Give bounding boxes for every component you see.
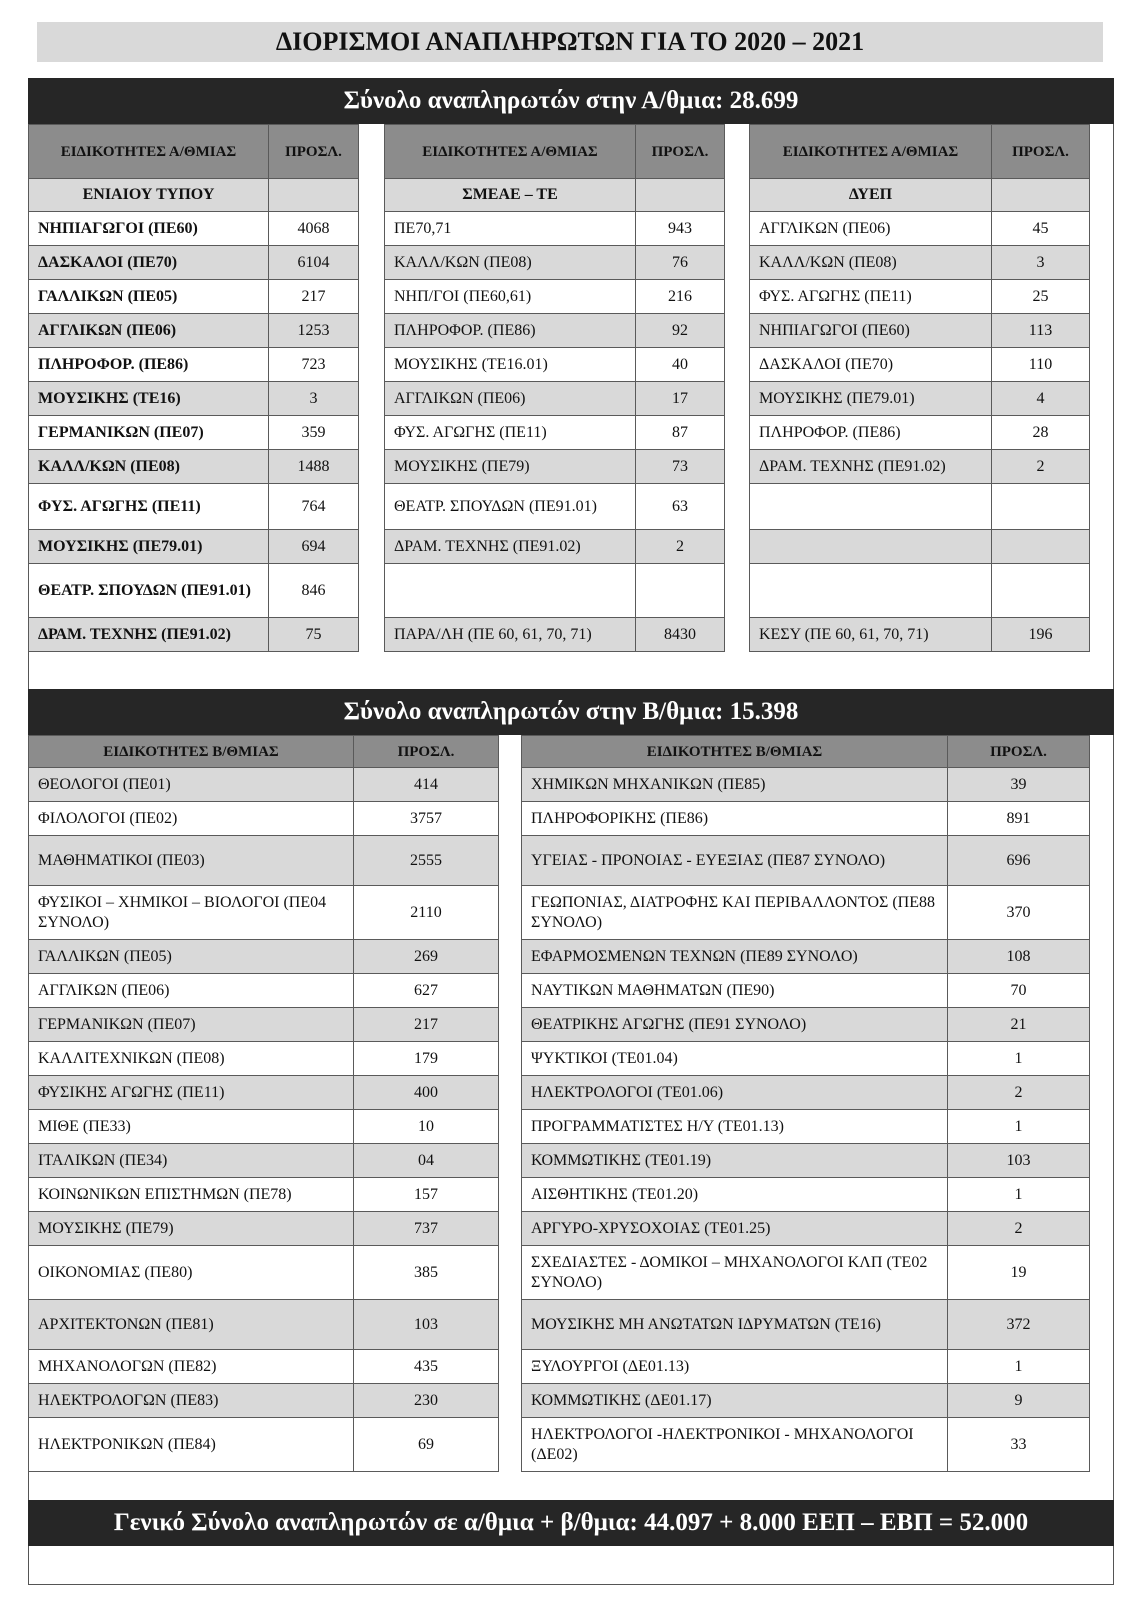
hires-count-cell: 1 (948, 1110, 1090, 1144)
table-row (749, 246, 1090, 280)
specialty-cell: ΑΓΓΛΙΚΩΝ (ΠΕ06) (28, 314, 269, 348)
table-row (521, 1178, 1090, 1212)
hires-count-cell: 891 (948, 802, 1090, 836)
table-row (28, 1384, 499, 1418)
specialty-cell: ΜΟΥΣΙΚΗΣ (ΤΕ16.01) (384, 348, 636, 382)
specialty-cell: ΓΑΛΛΙΚΩΝ (ΠΕ05) (28, 280, 269, 314)
hires-count-cell: 63 (636, 484, 725, 530)
table-row (521, 802, 1090, 836)
hires-count-cell: 1 (948, 1042, 1090, 1076)
hires-count-cell: 217 (354, 1008, 499, 1042)
table-subheader-row (384, 179, 725, 212)
hires-count-cell: 196 (992, 618, 1090, 652)
specialty-column-header: ΕΙΔΙΚΟΤΗΤΕΣ Β/ΘΜΙΑΣ (521, 735, 948, 768)
hires-count-cell: 385 (354, 1246, 499, 1300)
hires-count-cell: 9 (948, 1384, 1090, 1418)
hires-count-cell: 217 (269, 280, 359, 314)
hires-count-cell: 69 (354, 1418, 499, 1472)
hires-count-cell: 723 (269, 348, 359, 382)
specialty-cell: ΜΟΥΣΙΚΗΣ (ΤΕ16) (28, 382, 269, 416)
hires-count-cell: 113 (992, 314, 1090, 348)
table-row (28, 1350, 499, 1384)
specialty-cell: ΚΟΙΝΩΝΙΚΩΝ ΕΠΙΣΤΗΜΩΝ (ΠΕ78) (28, 1178, 354, 1212)
table-row (28, 564, 359, 618)
table-row (749, 382, 1090, 416)
table-row (521, 1350, 1090, 1384)
hires-count-cell: 372 (948, 1300, 1090, 1350)
specialty-cell: ΑΡΓΥΡΟ-ΧΡΥΣΟΧΟΙΑΣ (ΤΕ01.25) (521, 1212, 948, 1246)
table-row (521, 1418, 1090, 1472)
school-type-subheader: ΕΝΙΑΙΟΥ ΤΥΠΟΥ (28, 179, 269, 212)
specialty-cell: ΠΛΗΡΟΦΟΡ. (ΠΕ86) (28, 348, 269, 382)
specialty-cell: ΘΕΑΤΡ. ΣΠΟΥΔΩΝ (ΠΕ91.01) (28, 564, 269, 618)
specialty-cell: ΓΑΛΛΙΚΩΝ (ΠΕ05) (28, 940, 354, 974)
hires-count-cell: 3757 (354, 802, 499, 836)
subheader-empty-cell (992, 179, 1090, 212)
table-row (384, 530, 725, 564)
hires-count-cell: 435 (354, 1350, 499, 1384)
table-row (28, 280, 359, 314)
specialty-cell: ΦΥΣ. ΑΓΩΓΗΣ (ΠΕ11) (28, 484, 269, 530)
hires-count-cell: 627 (354, 974, 499, 1008)
table-row (384, 280, 725, 314)
hires-count-cell: 2555 (354, 836, 499, 886)
table-row (28, 974, 499, 1008)
hires-column-header: ΠΡΟΣΛ. (354, 735, 499, 768)
table-row (521, 1144, 1090, 1178)
primary-smeae-table (384, 124, 725, 652)
table-row (28, 348, 359, 382)
table-row (749, 450, 1090, 484)
specialty-cell: ΜΗΧΑΝΟΛΟΓΩΝ (ΠΕ82) (28, 1350, 354, 1384)
hires-count-cell: 87 (636, 416, 725, 450)
hires-count-cell: 73 (636, 450, 725, 484)
table-row (749, 618, 1090, 652)
specialty-cell: ΜΟΥΣΙΚΗΣ (ΠΕ79) (384, 450, 636, 484)
hires-count-cell: 2 (636, 530, 725, 564)
specialty-cell: ΜΑΘΗΜΑΤΙΚΟΙ (ΠΕ03) (28, 836, 354, 886)
specialty-cell: ΠΡΟΓΡΑΜΜΑΤΙΣΤΕΣ Η/Υ (ΤΕ01.13) (521, 1110, 948, 1144)
table-header-row (384, 124, 725, 179)
hires-count-cell: 2 (948, 1212, 1090, 1246)
table-row (521, 974, 1090, 1008)
table-row (749, 416, 1090, 450)
table-row (28, 1008, 499, 1042)
hires-count-cell: 359 (269, 416, 359, 450)
table-row (521, 1008, 1090, 1042)
table-row (384, 382, 725, 416)
primary-total-banner: Σύνολο αναπληρωτών στην Α/θμια: 28.699 (28, 78, 1114, 124)
hires-column-header: ΠΡΟΣΛ. (636, 124, 725, 179)
hires-count-cell: 19 (948, 1246, 1090, 1300)
hires-count-cell: 4 (992, 382, 1090, 416)
hires-count-cell: 216 (636, 280, 725, 314)
specialty-column-header: ΕΙΔΙΚΟΤΗΤΕΣ Β/ΘΜΙΑΣ (28, 735, 354, 768)
table-row (521, 836, 1090, 886)
hires-count-cell: 1488 (269, 450, 359, 484)
specialty-cell: ΨΥΚΤΙΚΟΙ (ΤΕ01.04) (521, 1042, 948, 1076)
table-row (749, 212, 1090, 246)
specialty-cell: ΔΑΣΚΑΛΟΙ (ΠΕ70) (749, 348, 992, 382)
specialty-cell: ΑΓΓΛΙΚΩΝ (ΠΕ06) (384, 382, 636, 416)
specialty-cell: ΜΟΥΣΙΚΗΣ (ΠΕ79.01) (749, 382, 992, 416)
table-row (28, 1212, 499, 1246)
specialty-cell: ΠΛΗΡΟΦΟΡΙΚΗΣ (ΠΕ86) (521, 802, 948, 836)
specialty-cell: ΦΙΛΟΛΟΓΟΙ (ΠΕ02) (28, 802, 354, 836)
specialty-cell: ΘΕΑΤΡ. ΣΠΟΥΔΩΝ (ΠΕ91.01) (384, 484, 636, 530)
specialty-cell: ΠΑΡΑ/ΛΗ (ΠΕ 60, 61, 70, 71) (384, 618, 636, 652)
hires-count-cell: 694 (269, 530, 359, 564)
specialty-cell: ΚΟΜΜΩΤΙΚΗΣ (ΤΕ01.19) (521, 1144, 948, 1178)
specialty-cell: ΗΛΕΚΤΡΟΝΙΚΩΝ (ΠΕ84) (28, 1418, 354, 1472)
hires-count-cell: 8430 (636, 618, 725, 652)
hires-count-cell: 6104 (269, 246, 359, 280)
hires-count-cell: 414 (354, 768, 499, 802)
table-row (521, 1300, 1090, 1350)
table-row (28, 314, 359, 348)
hires-count-cell: 17 (636, 382, 725, 416)
specialty-cell: ΟΙΚΟΝΟΜΙΑΣ (ΠΕ80) (28, 1246, 354, 1300)
table-row (384, 450, 725, 484)
specialty-cell: ΦΥΣ. ΑΓΩΓΗΣ (ΠΕ11) (749, 280, 992, 314)
table-row (521, 768, 1090, 802)
hires-count-cell: 45 (992, 212, 1090, 246)
hires-column-header: ΠΡΟΣΛ. (992, 124, 1090, 179)
hires-count-cell: 10 (354, 1110, 499, 1144)
specialty-cell (749, 484, 992, 530)
specialty-cell: ΙΤΑΛΙΚΩΝ (ΠΕ34) (28, 1144, 354, 1178)
specialty-cell: ΑΙΣΘΗΤΙΚΗΣ (ΤΕ01.20) (521, 1178, 948, 1212)
hires-count-cell: 4068 (269, 212, 359, 246)
table-row (28, 416, 359, 450)
table-row (521, 1384, 1090, 1418)
hires-count-cell (992, 484, 1090, 530)
specialty-cell: ΠΛΗΡΟΦΟΡ. (ΠΕ86) (384, 314, 636, 348)
specialty-column-header: ΕΙΔΙΚΟΤΗΤΕΣ Α/ΘΜΙΑΣ (384, 124, 636, 179)
table-row (28, 246, 359, 280)
table-row (28, 768, 499, 802)
specialty-column-header: ΕΙΔΙΚΟΤΗΤΕΣ Α/ΘΜΙΑΣ (749, 124, 992, 179)
table-row (521, 1212, 1090, 1246)
specialty-cell: ΑΓΓΛΙΚΩΝ (ΠΕ06) (28, 974, 354, 1008)
specialty-cell: ΦΥΣΙΚΗΣ ΑΓΩΓΗΣ (ΠΕ11) (28, 1076, 354, 1110)
hires-column-header: ΠΡΟΣΛ. (269, 124, 359, 179)
specialty-cell: ΞΥΛΟΥΡΓΟΙ (ΔΕ01.13) (521, 1350, 948, 1384)
primary-general-table (28, 124, 359, 652)
specialty-cell: ΓΕΩΠΟΝΙΑΣ, ΔΙΑΤΡΟΦΗΣ ΚΑΙ ΠΕΡΙΒΑΛΛΟΝΤΟΣ (ΠΕ88 ΣΥΝΟΛΟ) (521, 886, 948, 940)
specialty-column-header: ΕΙΔΙΚΟΤΗΤΕΣ Α/ΘΜΙΑΣ (28, 124, 269, 179)
page-title: ΔΙΟΡΙΣΜΟΙ ΑΝΑΠΛΗΡΩΤΩΝ ΓΙΑ ΤΟ 2020 – 2021 (37, 22, 1103, 62)
secondary-right-table (521, 735, 1090, 1472)
specialty-cell: ΝΑΥΤΙΚΩΝ ΜΑΘΗΜΑΤΩΝ (ΠΕ90) (521, 974, 948, 1008)
hires-count-cell: 2110 (354, 886, 499, 940)
hires-count-cell: 25 (992, 280, 1090, 314)
hires-count-cell: 75 (269, 618, 359, 652)
specialty-cell: ΦΥΣΙΚΟΙ – ΧΗΜΙΚΟΙ – ΒΙΟΛΟΓΟΙ (ΠΕ04 ΣΥΝΟΛΟ) (28, 886, 354, 940)
table-row (384, 618, 725, 652)
specialty-cell: ΚΑΛΛ/ΚΩΝ (ΠΕ08) (28, 450, 269, 484)
table-row (749, 530, 1090, 564)
secondary-left-table (28, 735, 499, 1472)
specialty-cell: ΕΦΑΡΜΟΣΜΕΝΩΝ ΤΕΧΝΩΝ (ΠΕ89 ΣΥΝΟΛΟ) (521, 940, 948, 974)
table-row (28, 1178, 499, 1212)
table-row (28, 382, 359, 416)
specialty-cell: ΜΟΥΣΙΚΗΣ ΜΗ ΑΝΩΤΑΤΩΝ ΙΔΡΥΜΑΤΩΝ (ΤΕ16) (521, 1300, 948, 1350)
hires-count-cell: 269 (354, 940, 499, 974)
specialty-cell: ΜΙΘΕ (ΠΕ33) (28, 1110, 354, 1144)
table-row (521, 886, 1090, 940)
hires-count-cell: 76 (636, 246, 725, 280)
specialty-cell: ΓΕΡΜΑΝΙΚΩΝ (ΠΕ07) (28, 416, 269, 450)
hires-count-cell: 179 (354, 1042, 499, 1076)
specialty-cell (749, 530, 992, 564)
hires-count-cell: 21 (948, 1008, 1090, 1042)
secondary-total-banner: Σύνολο αναπληρωτών στην Β/θμια: 15.398 (28, 689, 1114, 735)
hires-count-cell: 04 (354, 1144, 499, 1178)
hires-count-cell: 696 (948, 836, 1090, 886)
hires-count-cell: 3 (992, 246, 1090, 280)
school-type-subheader: ΣΜΕΑΕ – ΤΕ (384, 179, 636, 212)
specialty-cell: ΥΓΕΙΑΣ - ΠΡΟΝΟΙΑΣ - ΕΥΕΞΙΑΣ (ΠΕ87 ΣΥΝΟΛΟ) (521, 836, 948, 886)
subheader-empty-cell (269, 179, 359, 212)
specialty-cell: ΑΓΓΛΙΚΩΝ (ΠΕ06) (749, 212, 992, 246)
hires-count-cell: 108 (948, 940, 1090, 974)
table-row (28, 1076, 499, 1110)
specialty-cell: ΚΑΛΛ/ΚΩΝ (ΠΕ08) (384, 246, 636, 280)
table-row (28, 484, 359, 530)
hires-count-cell: 3 (269, 382, 359, 416)
specialty-cell: ΠΛΗΡΟΦΟΡ. (ΠΕ86) (749, 416, 992, 450)
specialty-cell (384, 564, 636, 618)
specialty-cell: ΓΕΡΜΑΝΙΚΩΝ (ΠΕ07) (28, 1008, 354, 1042)
hires-count-cell: 70 (948, 974, 1090, 1008)
hires-count-cell: 39 (948, 768, 1090, 802)
table-header-row (749, 124, 1090, 179)
table-row (28, 802, 499, 836)
table-row (749, 348, 1090, 382)
table-row (521, 1246, 1090, 1300)
specialty-cell: ΦΥΣ. ΑΓΩΓΗΣ (ΠΕ11) (384, 416, 636, 450)
hires-count-cell: 370 (948, 886, 1090, 940)
hires-count-cell: 40 (636, 348, 725, 382)
specialty-cell: ΘΕΑΤΡΙΚΗΣ ΑΓΩΓΗΣ (ΠΕ91 ΣΥΝΟΛΟ) (521, 1008, 948, 1042)
table-row (28, 1300, 499, 1350)
specialty-cell: ΜΟΥΣΙΚΗΣ (ΠΕ79) (28, 1212, 354, 1246)
hires-count-cell: 230 (354, 1384, 499, 1418)
hires-count-cell (992, 530, 1090, 564)
hires-count-cell: 157 (354, 1178, 499, 1212)
specialty-cell: ΜΟΥΣΙΚΗΣ (ΠΕ79.01) (28, 530, 269, 564)
specialty-cell: ΚΟΜΜΩΤΙΚΗΣ (ΔΕ01.17) (521, 1384, 948, 1418)
specialty-cell: ΝΗΠ/ΓΟΙ (ΠΕ60,61) (384, 280, 636, 314)
table-subheader-row (749, 179, 1090, 212)
specialty-cell: ΔΡΑΜ. ΤΕΧΝΗΣ (ΠΕ91.02) (749, 450, 992, 484)
hires-column-header: ΠΡΟΣΛ. (948, 735, 1090, 768)
hires-count-cell (992, 564, 1090, 618)
table-row (384, 212, 725, 246)
table-row (384, 416, 725, 450)
hires-count-cell: 2 (992, 450, 1090, 484)
primary-dyep-table (749, 124, 1090, 652)
table-row (28, 886, 499, 940)
table-row (28, 618, 359, 652)
hires-count-cell: 1 (948, 1350, 1090, 1384)
specialty-cell: ΗΛΕΚΤΡΟΛΟΓΟΙ (ΤΕ01.06) (521, 1076, 948, 1110)
hires-count-cell: 846 (269, 564, 359, 618)
specialty-cell: ΗΛΕΚΤΡΟΛΟΓΩΝ (ΠΕ83) (28, 1384, 354, 1418)
table-row (521, 1076, 1090, 1110)
table-row (521, 940, 1090, 974)
table-row (384, 348, 725, 382)
specialty-cell: ΑΡΧΙΤΕΚΤΟΝΩΝ (ΠΕ81) (28, 1300, 354, 1350)
table-header-row (28, 735, 499, 768)
specialty-cell: ΣΧΕΔΙΑΣΤΕΣ - ΔΟΜΙΚΟΙ – ΜΗΧΑΝΟΛΟΓΟΙ ΚΛΠ (ΤΕ02 ΣΥΝΟΛΟ) (521, 1246, 948, 1300)
table-row (28, 212, 359, 246)
hires-count-cell: 1253 (269, 314, 359, 348)
table-row (28, 836, 499, 886)
table-row (28, 1110, 499, 1144)
table-subheader-row (28, 179, 359, 212)
hires-count-cell: 103 (948, 1144, 1090, 1178)
hires-count-cell: 943 (636, 212, 725, 246)
hires-count-cell: 103 (354, 1300, 499, 1350)
table-header-row (521, 735, 1090, 768)
table-row (28, 450, 359, 484)
hires-count-cell: 737 (354, 1212, 499, 1246)
table-row (749, 484, 1090, 530)
hires-count-cell: 2 (948, 1076, 1090, 1110)
table-row (28, 940, 499, 974)
table-row (749, 564, 1090, 618)
hires-count-cell: 28 (992, 416, 1090, 450)
table-row (28, 1144, 499, 1178)
table-row (384, 246, 725, 280)
table-row (28, 1246, 499, 1300)
specialty-cell: ΚΑΛΛΙΤΕΧΝΙΚΩΝ (ΠΕ08) (28, 1042, 354, 1076)
school-type-subheader: ΔΥΕΠ (749, 179, 992, 212)
table-header-row (28, 124, 359, 179)
table-row (384, 564, 725, 618)
table-row (384, 484, 725, 530)
specialty-cell: ΔΑΣΚΑΛΟΙ (ΠΕ70) (28, 246, 269, 280)
specialty-cell: ΚΑΛΛ/ΚΩΝ (ΠΕ08) (749, 246, 992, 280)
hires-count-cell (636, 564, 725, 618)
specialty-cell: ΝΗΠΙΑΓΩΓΟΙ (ΠΕ60) (28, 212, 269, 246)
specialty-cell (749, 564, 992, 618)
table-row (384, 314, 725, 348)
table-row (28, 530, 359, 564)
table-row (521, 1042, 1090, 1076)
table-row (28, 1418, 499, 1472)
specialty-cell: ΔΡΑΜ. ΤΕΧΝΗΣ (ΠΕ91.02) (384, 530, 636, 564)
grand-total-banner: Γενικό Σύνολο αναπληρωτών σε α/θμια + β/θμια: 44.097 + 8.000 ΕΕΠ – ΕΒΠ = 52.000 (28, 1500, 1114, 1546)
hires-count-cell: 92 (636, 314, 725, 348)
table-row (749, 314, 1090, 348)
table-row (749, 280, 1090, 314)
specialty-cell: ΧΗΜΙΚΩΝ ΜΗΧΑΝΙΚΩΝ (ΠΕ85) (521, 768, 948, 802)
hires-count-cell: 764 (269, 484, 359, 530)
specialty-cell: ΗΛΕΚΤΡΟΛΟΓΟΙ -ΗΛΕΚΤΡΟΝΙΚΟΙ - ΜΗΧΑΝΟΛΟΓΟΙ (ΔΕ02) (521, 1418, 948, 1472)
specialty-cell: ΘΕΟΛΟΓΟΙ (ΠΕ01) (28, 768, 354, 802)
specialty-cell: ΝΗΠΙΑΓΩΓΟΙ (ΠΕ60) (749, 314, 992, 348)
table-row (28, 1042, 499, 1076)
specialty-cell: ΚΕΣΥ (ΠΕ 60, 61, 70, 71) (749, 618, 992, 652)
hires-count-cell: 110 (992, 348, 1090, 382)
table-row (521, 1110, 1090, 1144)
specialty-cell: ΠΕ70,71 (384, 212, 636, 246)
specialty-cell: ΔΡΑΜ. ΤΕΧΝΗΣ (ΠΕ91.02) (28, 618, 269, 652)
hires-count-cell: 400 (354, 1076, 499, 1110)
hires-count-cell: 1 (948, 1178, 1090, 1212)
subheader-empty-cell (636, 179, 725, 212)
hires-count-cell: 33 (948, 1418, 1090, 1472)
